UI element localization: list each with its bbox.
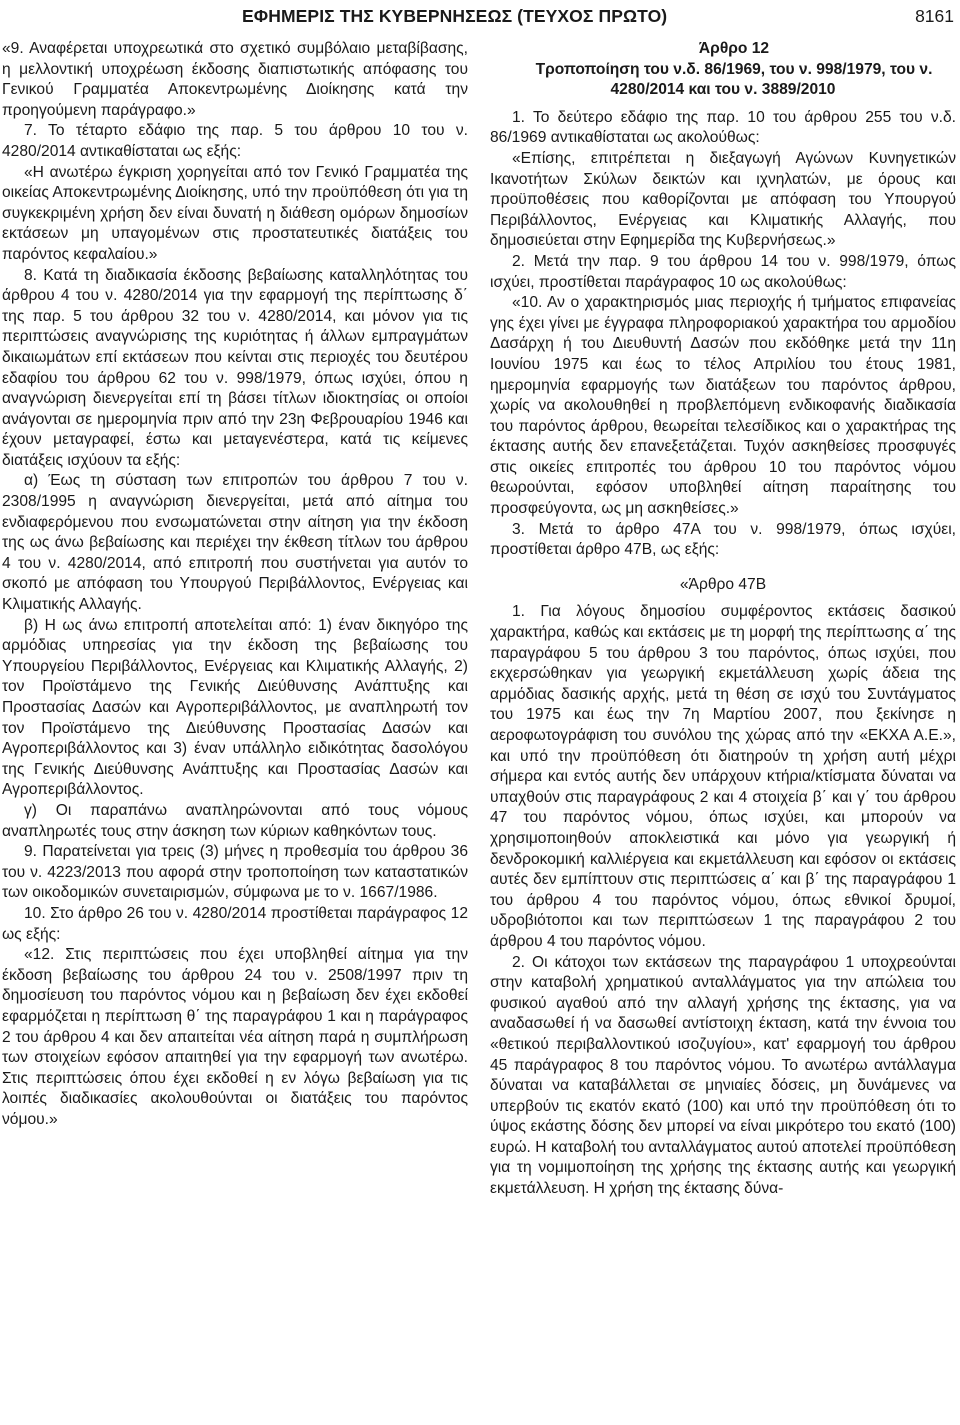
paragraph: «Επίσης, επιτρέπεται η διεξαγωγή Αγώνων Κυνηγετικών Ικανοτήτων Σκύλων δεικτών και ιχνηλατών, με όρους και προϋποθέσεις που καθορίζονται με απόφαση του Υπουργού Περιβάλλοντος, Ενέργειας και Κλιματικής Αλλαγής, που δημοσιεύεται στην Εφημερίδα της Κυβερνήσεως.»	[490, 149, 956, 250]
paragraph: α) Έως τη σύσταση των επιτροπών του άρθρου 7 του ν. 2308/1995 η αναγνώριση διενεργείται, μετά από αίτημα του ενδιαφερόμενου που ενσωματώνεται στην αίτηση για την έκδοση της ως άνω βεβαίωσης και περιέχει την έκθεση τίτλων του άρθρου 4 του ν. 4280/2014, από επιτροπή που συστήνεται για αυτόν το σκοπό με απόφαση του Υπουργού Περιβάλλοντος, Ενέργειας και Κλιματικής Αλλαγής.	[2, 472, 468, 614]
right-column	[490, 39, 956, 1200]
paragraph: «Η ανωτέρω έγκριση χορηγείται από τον Γενικό Γραμματέα της οικείας Αποκεντρωμένης Διοίκησης, υπό την προϋπόθεση ότι για τη συγκεκριμένη χρήση δεν είναι δυνατή η διάθεση ομόρων δημοσίων εκτάσεων μη υπαγομένων στις προστατευτικές διατάξεις του παρόντος κεφαλαίου.»	[2, 163, 468, 263]
paragraph: γ) Οι παραπάνω αναπληρώνονται από τους νόμους αναπληρωτές τους στην άσκηση των κύριων καθηκόντων τους.	[2, 801, 468, 840]
gazette-title: ΕΦΗΜΕΡΙΣ ΤΗΣ ΚΥΒΕΡΝΗΣΕΩΣ (ΤΕΥΧΟΣ ΠΡΩΤΟ)	[242, 6, 668, 26]
page-header	[0, 6, 960, 30]
paragraph: 1. Για λόγους δημοσίου συμφέροντος εκτάσεις δασικού χαρακτήρα, καθώς και εκτάσεις με τη μορφή της περίπτωσης α΄ της παραγράφου 5 του άρθρου 3 του παρόντος, όπως ισχύει, που εκχερσώθηκαν για γεωργική εκμετάλλευση χωρίς άδεια της αρμόδιας δασικής αρχής, μετά τη θέση σε ισχύ του Συντάγματος του 1975 και έως την 7η Μαρτίου 2007, που ξεκίνησε η αεροφωτογράφιση του συνόλου της χώρας από την «ΕΚΧΑ Α.Ε.», και υπό την προϋπόθεση ότι διατηρούν τη χρήση αυτή μέχρι σήμερα και εντός αυτής δεν υπάρχουν κτήρια/κτίσματα δύναται να υπαχθούν στις παραγράφους 2 και 4 στοιχεία β΄ και γ΄ του άρθρου 47 του παρόντος νόμου, όπως ισχύει, και μπορούν να χρησιμοποιηθούν αποκλειστικά και μόνο για γεωργική ή δενδροκομική καλλιέργεια και εκμετάλλευση και εφόσον οι εκτάσεις αυτές δεν εμπίπτουν στις περιπτώσεις α΄ και β΄ της παραγράφου 1 του άρθρου 4 του παρόντος νόμου, όπως εθνικοί δρυμοί, υδροβιότοποι και των περιπτώσεων 1 της παραγράφου 2 του άρθρου 4 του παρόντος νόμου.	[490, 603, 956, 950]
paragraph: 9. Παρατείνεται για τρεις (3) μήνες η προθεσμία του άρθρου 36 του ν. 4223/2013 που αφορά στην τροποποίηση των καταστατικών των οικοδομικών συνεταιρισμών, σύμφωνα με το ν. 1667/1986.	[2, 843, 468, 902]
paragraph: 2. Μετά την παρ. 9 του άρθρου 14 του ν. 998/1979, όπως ισχύει, προστίθεται παράγραφος 10 ως ακολούθως:	[490, 252, 956, 291]
left-column	[2, 39, 468, 1130]
paragraph: 7. Το τέταρτο εδάφιο της παρ. 5 του άρθρου 10 του ν. 4280/2014 αντικαθίσταται ως εξής:	[2, 122, 468, 160]
paragraph: 1. Το δεύτερο εδάφιο της παρ. 10 του άρθρου 255 του ν.δ. 86/1969 αντικαθίσταται ως ακολούθως:	[490, 108, 956, 147]
page-number: 8161	[915, 6, 954, 26]
paragraph: 10. Στο άρθρο 26 του ν. 4280/2014 προστίθεται παράγραφος 12 ως εξής:	[2, 904, 468, 943]
paragraph: β) Η ως άνω επιτροπή αποτελείται από: 1) έναν δικηγόρο της αρμόδιας υπηρεσίας για την έκδοση της βεβαίωσης του Υπουργείου Περιβάλλοντος, Ενέργειας και Κλιματικής Αλλαγής, 2) τον Προϊστάμενο της Γενικής Διεύθυνσης Ανάπτυξης και Προστασίας Δασών και Αγροπεριβάλλοντος, με αναπληρωτή τον τον Προϊστάμενο της Διεύθυνσης Προστασίας Δασών και Αγροπεριβάλλοντος και 3) έναν υπάλληλο ειδικότητας δασολόγου της Γενικής Διεύθυνσης Ανάπτυξης και Προστασίας Δασών και Αγροπεριβάλλοντος.	[2, 616, 468, 799]
paragraph: 2. Οι κάτοχοι των εκτάσεων της παραγράφου 1 υποχρεούνται στην καταβολή χρηματικού ανταλλάγματος για την απώλεια του φυσικού αγαθού από την αλλαγή χρήσης της έκτασης, για να αναδασωθεί ή να δασωθεί αντίστοιχη έκταση, κατά την έννοια του «θετικού περιβαλλοντικού ισοζυγίου», κατ' εφαρμογή του άρθρου 45 παράγραφος 8 του παρόντος νόμου. Το ανωτέρω αντάλλαγμα δύναται να καταβάλλεται σε μηνιαίες δόσεις, μη δυνάμενες να υπερβούν τις εκατόν εκατό (100) και υπό την προϋπόθεση ότι το ύψος εκάστης δόσης δεν μπορεί να είναι μικρότερο του εκατό (100) ευρώ. Η καταβολή του ανταλλάγματος αυτού αποτελεί προϋπόθεση για τη νομιμοποίηση της χρήσης της έκτασης αυτής και γεωργική εκμετάλλευση. Η χρήση της έκτασης δύνα-	[490, 953, 956, 1198]
article-heading: Άρθρο 12	[698, 40, 770, 57]
paragraph: 3. Μετά το άρθρο 47Α του ν. 998/1979, όπως ισχύει, προστίθεται άρθρο 47Β, ως εξής:	[490, 520, 956, 559]
paragraph: «10. Αν ο χαρακτηρισμός μιας περιοχής ή τμήματος επιφανείας γης έχει γίνει με έγγραφα πληροφοριακού χαρακτήρα του αρμοδίου Δασάρχη ή του Διευθυντή Δασών που εκδόθηκε μετά την 11η Ιουνίου 1975 και έως το τέλος Απριλίου του έτους 1981, ημερομηνία εφαρμογής των διατάξεων του παρόντος άρθρου, χωρίς να ακολουθηθεί η προβλεπόμενη ενδικοφανής διαδικασία του παρόντος άρθρου, θεωρείται τελεσίδικος και ο χαρακτήρας της έκτασης αυτής δεν επανεξετάζεται. Τυχόν ασκηθείσες προσφυγές στις οικείες επιτροπές του άρθρου 10 του παρόντος νόμου θεωρούνται, εφόσον υποβληθεί αίτηση παραίτησης του προσφεύγοντα, ως μη ασκηθείσες.»	[490, 294, 956, 518]
paragraph: «9. Αναφέρεται υποχρεωτικά στο σχετικό συμβόλαιο μεταβίβασης, η μελλοντική υποχρέωση έκδοσης διαπιστωτικής απόφασης του Γενικού Γραμματέα Αποκεντρωμένης Διοίκησης κατά την προηγούμενη παράγραφο.»	[2, 40, 468, 119]
inner-article-heading: «Άρθρο 47Β	[679, 575, 767, 593]
article-subheading: Τροποποίηση του ν.δ. 86/1969, του ν. 998/1979, του ν. 4280/2014 και του ν. 3889/2010	[535, 60, 933, 99]
paragraph: «12. Στις περιπτώσεις που έχει υποβληθεί αίτημα για την έκδοση βεβαίωσης του άρθρου 24 του ν. 2508/1997 πριν τη δημοσίευση του παρόντος νόμου και η βεβαίωση δεν έχει εκδοθεί εφαρμόζεται η περίπτωση θ΄ της παραγράφου 1 και η παράγραφος 2 του άρθρου 4 και δεν απαιτείται νέα αίτηση παρά η συμπλήρωση των στοιχείων εφόσον απαιτηθεί για την εφαρμογή των ανωτέρω. Στις περιπτώσεις όπου έχει εκδοθεί η εν λόγω βεβαίωση για τις λοιπές διαδικασίες ακολουθούνται οι διατάξεις του παρόντος νόμου.»	[2, 946, 468, 1128]
paragraph: 8. Κατά τη διαδικασία έκδοσης βεβαίωσης καταλληλότητας του άρθρου 4 του ν. 4280/2014 για την εφαρμογή της περίπτωσης δ΄ της παρ. 5 του άρθρου 32 του ν. 4280/2014, και μόνον για τις περιπτώσεις αναγνώρισης της κυριότητας ή άλλων εμπραγμάτων δικαιωμάτων επί εκτάσεων που κείνται στις περιοχές του δευτέρου εδαφίου του άρθρου 62 του ν. 998/1979, όπως ισχύει, όπου η αναγνώριση διενεργείται επί τη βάσει τίτλων ιδιοκτησίας οι οποίοι ανάγονται σε ημερομηνία πριν από την 23η Φεβρουαρίου 1946 και έχουν μεταγραφεί, έστω και μεταγενέστερα, κατά τις κείμενες διατάξεις ισχύουν τα εξής:	[2, 266, 468, 469]
